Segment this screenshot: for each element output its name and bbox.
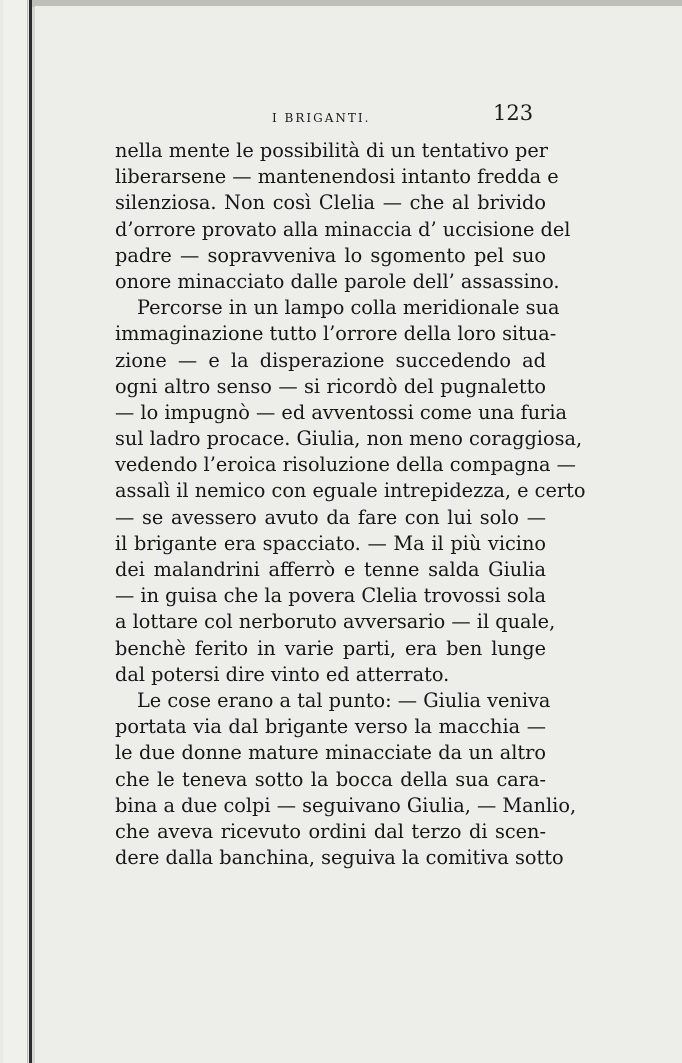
body-text [115, 138, 586, 871]
text-line: che le teneva sotto la bocca della sua cara- [115, 767, 546, 791]
running-title: I BRIGANTI. [272, 111, 371, 125]
paragraph-1 [115, 138, 571, 295]
text-line: benchè ferito in varie parti, era ben lunge [115, 636, 546, 660]
text-line: dere dalla banchina, seguiva la comitiva sotto [115, 846, 564, 870]
paragraph-2 [115, 295, 586, 688]
text-line: Percorse in un lampo colla meridionale sua [137, 296, 560, 320]
text-line: Le cose erano a tal punto: — Giulia veniva [137, 688, 551, 712]
text-line: d’orrore provato alla minaccia d’ uccisione del [115, 217, 571, 241]
text-line: nella mente le possibilità di un tentativo per [115, 139, 548, 162]
text-line: portata via dal brigante verso la macchia — [115, 715, 546, 739]
facing-page-edge [0, 0, 32, 1063]
text-line: liberarsene — mantenendosi intanto fredda e [115, 165, 559, 189]
text-line: vedendo l’eroica risoluzione della compagna — [115, 453, 576, 477]
text-line: — se avessero avuto da fare con lui solo — [115, 505, 546, 529]
text-line: bina a due colpi — seguivano Giulia, — Manlio, [115, 793, 577, 817]
text-line: il brigante era spacciato. — Ma il più vicino [115, 531, 546, 555]
page-number: 123 [493, 101, 534, 125]
text-line: dei malandrini afferrò e tenne salda Giulia [115, 558, 546, 581]
paragraph-3 [115, 688, 577, 871]
text-line: zione — e la disperazione succedendo ad [115, 348, 546, 372]
page-header [35, 101, 682, 131]
text-line: a lottare col nerboruto avversario — il quale, [115, 610, 556, 634]
text-line: — lo impugnò — ed avventossi come una furia [115, 400, 567, 424]
text-line: che aveva ricevuto ordini dal terzo di scen- [115, 819, 546, 843]
text-line: le due donne mature minacciate da un altro [115, 741, 546, 765]
book-page [35, 6, 682, 1063]
text-line: dal potersi dire vinto ed atterrato. [115, 662, 450, 686]
text-line: sul ladro procace. Giulia, non meno coraggiosa, [115, 427, 583, 451]
text-line: — in guisa che la povera Clelia trovossi sola [115, 584, 546, 608]
text-line: padre — sopravveniva lo sgomento pel suo [115, 243, 546, 267]
facing-page-margin [3, 0, 28, 1063]
text-line: assalì il nemico con eguale intrepidezza, e certo [115, 479, 586, 503]
text-line: immaginazione tutto l’orrore della loro situa- [115, 322, 557, 346]
text-line: ogni altro senso — si ricordò del pugnaletto [115, 374, 546, 398]
text-line: silenziosa. Non così Clelia — che al brivido [115, 191, 546, 215]
text-line: onore minacciato dalle parole dell’ assassino. [115, 269, 560, 293]
